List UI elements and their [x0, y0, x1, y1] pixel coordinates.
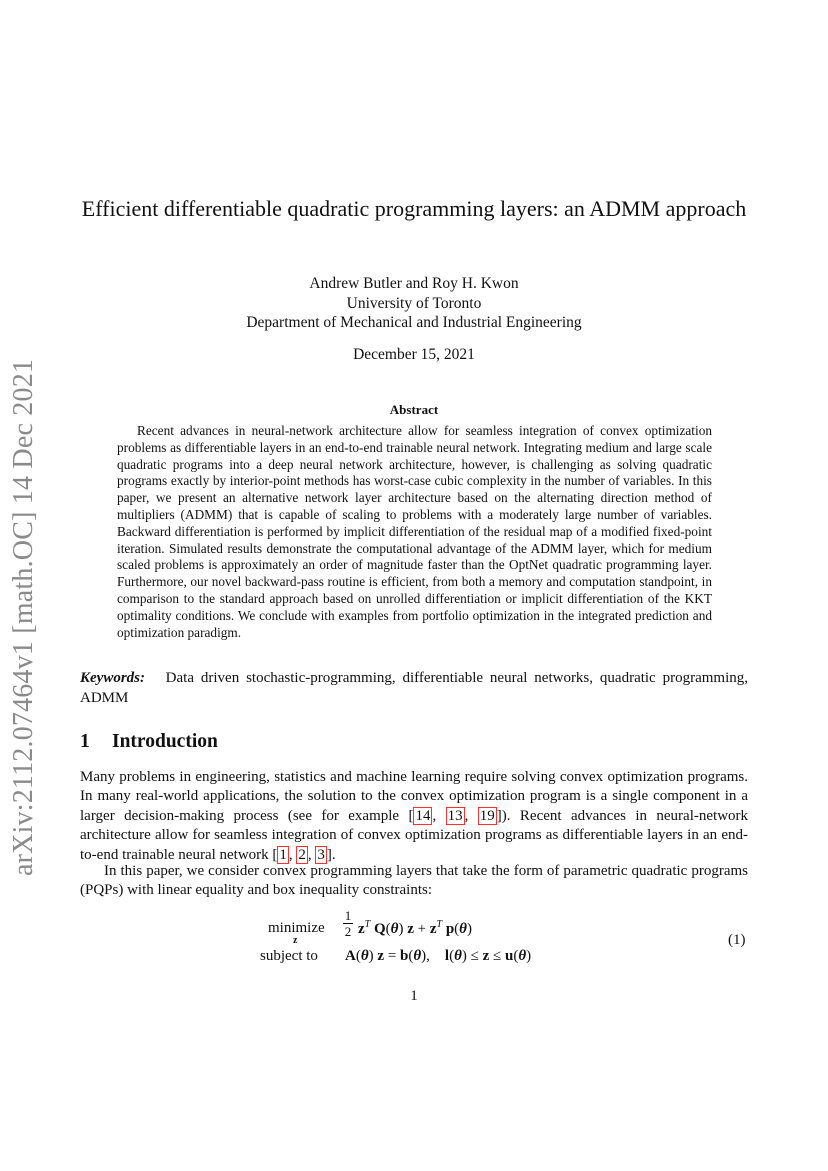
citation-link[interactable]: 13 — [447, 807, 463, 824]
para1-text-c: ]. — [326, 846, 336, 863]
intro-paragraph-1: Many problems in engineering, statistics and machine learning require solving convex optimization programs. In many real-world applications, the solution to the convex optimization program is a single component in a larger decision-making process (see for example [ 14 , 13 , 19 ]). Recent advances in neural-network architecture allow for seamless integration of convex optimization programs as differentiable layers in an end-to-end trainable neural network [ 1 , 2 , 3 ]. — [80, 769, 749, 863]
section-number: 1 — [80, 731, 90, 752]
para1-text-b: ]). Recent advances in neural-network architecture allow for seamless integration of convex optimization programs as differentiable layers in an end-to-end trainable neural network [ — [80, 807, 749, 863]
citation-link[interactable]: 1 — [279, 846, 287, 863]
section-heading — [80, 729, 748, 755]
intro-paragraph-2: In this paper, we consider convex programming layers that take the form of parametric quadratic programs (PQPs) with linear equality and box inequality constraints: — [80, 863, 748, 899]
paper-title: Efficient differentiable quadratic programming layers: an ADMM approach — [81, 196, 747, 221]
equation-minimize-subscript: z — [293, 935, 298, 946]
abstract-body: Recent advances in neural-network architecture allow for seamless integration of convex optimization problems as differentiable layers in an end-to-end trainable neural network. Integrating medium and large scale quadratic programs into a deep neural network architecture, however, is challenging as solving quadratic programs exactly by interior-point methods has worst-case cubic complexity in the number of variables. In this paper, we present an alternative network layer architecture based on the alternating direction method of multipliers (ADMM) that is capable of scaling to problems with a moderately large number of variables. Backward differentiation is performed by implicit differentiation of the residual map of a modified fixed-point iteration. Simulated results demonstrate the computational advantage of the ADMM layer, which for medium scaled problems is approximately an order of magnitude faster than the OptNet quadratic programming layer. Furthermore, our novel backward-pass routine is efficient, from both a memory and computation standpoint, in comparison to the standard approach based on unrolled differentiation or implicit differentiation of the KKT optimality conditions. We conclude with examples from portfolio optimization in the integrated prediction and optimization paradigm. — [117, 423, 712, 640]
citation-link[interactable]: 14 — [415, 807, 431, 824]
equation-constraints: A(θ) z = b(θ), l(θ) ≤ z ≤ u(θ) — [345, 948, 532, 964]
equation-fraction — [342, 908, 354, 939]
arxiv-stamp-text: arXiv:2112.07464v1 [math.OC] 14 Dec 2021 — [8, 358, 39, 876]
author-names: Andrew Butler and Roy H. Kwon — [309, 275, 519, 292]
page-number: 1 — [410, 988, 418, 1004]
equation-fraction-denominator: 2 — [344, 924, 352, 939]
keywords-text: Data driven stochastic-programming, differentiable neural networks, quadratic programming, ADMM — [80, 670, 749, 706]
para1-text-a: Many problems in engineering, statistics and machine learning require solving convex optimization programs. In many real-world applications, the solution to the convex optimization program is a single component in a larger decision-making process (see for example [ — [80, 769, 748, 824]
equation-1 — [250, 908, 750, 970]
equation-subject-label: subject to — [260, 948, 318, 964]
author-university: University of Toronto — [346, 294, 482, 312]
equation-objective: $z^T$ Q(θ) $z + z^T$ p(θ) — [358, 919, 472, 937]
paper-date: December 15, 2021 — [353, 346, 475, 363]
equation-minimize-label: minimize — [268, 920, 325, 936]
citation-link[interactable]: 3 — [317, 846, 325, 863]
keywords — [80, 668, 748, 708]
abstract-heading: Abstract — [389, 402, 439, 417]
equation-number: (1) — [728, 932, 746, 948]
citation-link[interactable]: 19 — [479, 807, 495, 824]
arxiv-stamp — [8, 346, 68, 876]
keywords-label: Keywords: — [80, 670, 145, 686]
author-department: Department of Mechanical and Industrial Engineering — [246, 314, 582, 331]
citation-link[interactable]: 2 — [298, 846, 306, 863]
section-title: Introduction — [112, 731, 218, 752]
author-block — [80, 274, 748, 333]
equation-fraction-numerator: 1 — [344, 908, 352, 923]
